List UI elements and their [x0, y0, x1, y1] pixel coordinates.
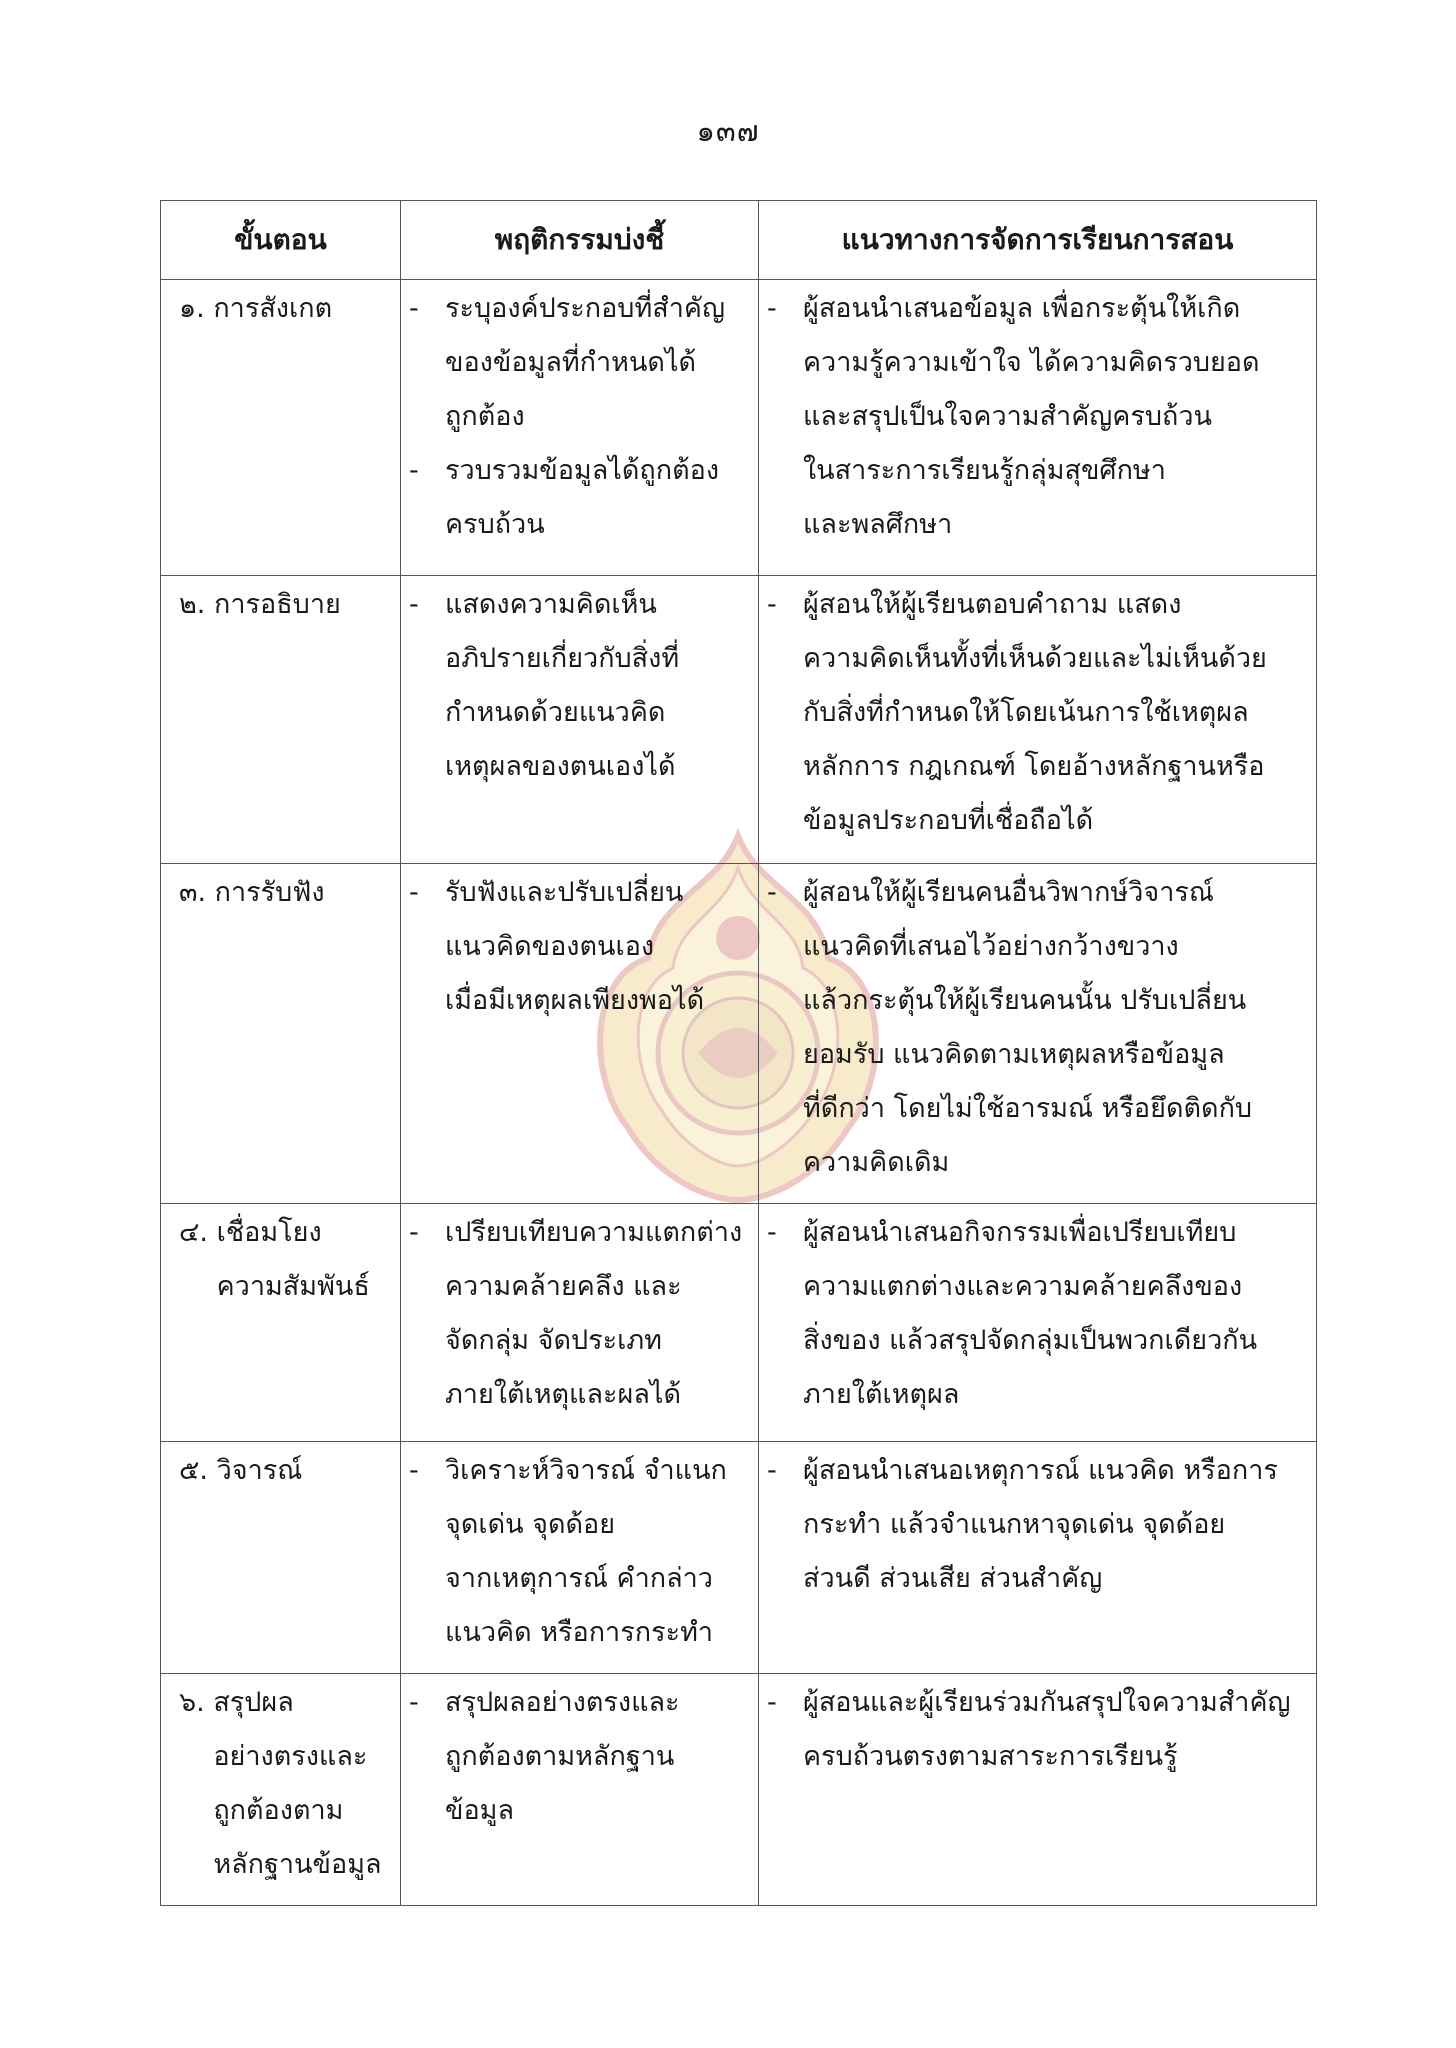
guideline-cell — [759, 280, 1317, 576]
bullet-dash: - — [409, 877, 419, 908]
table-header-row — [161, 201, 1317, 280]
step-number: ๔. — [179, 1217, 217, 1248]
step-number: ๕. — [179, 1455, 217, 1486]
bullet-dash: - — [767, 293, 777, 324]
indicator-cell — [401, 1674, 759, 1906]
indicator-cell — [401, 280, 759, 576]
page-number: ๑๓๗ — [696, 114, 760, 148]
list-item — [409, 282, 752, 444]
step-number: ๒. — [179, 589, 214, 620]
list-item — [409, 1676, 752, 1838]
guideline-cell — [759, 864, 1317, 1204]
step-cell — [161, 1674, 401, 1906]
table-row — [161, 864, 1317, 1204]
guideline-text: ผู้สอนนำเสนอกิจกรรมเพื่อเปรียบเทียบ ความแตกต่างและความคล้ายคลึงของ สิ่งของ แล้วสรุปจัดกลุ่มเป็นพวกเดียวกัน ภายใต้เหตุผล — [803, 1217, 1258, 1410]
table-row — [161, 1204, 1317, 1442]
bullet-dash: - — [767, 1455, 777, 1486]
guideline-text: ผู้สอนให้ผู้เรียนคนอื่นวิพากษ์วิจารณ์ แนวคิดที่เสนอไว้อย่างกว้างขวาง แล้วกระตุ้นให้ผู้เรียนคนนั้น ปรับเปลี่ยน ยอมรับ แนวคิดตามเหตุผลหรือข้อมูล ที่ดีกว่า โดยไม่ใช้อารมณ์ หรือยึดติดกับ ความคิดเดิม — [803, 877, 1253, 1178]
step-label: วิจารณ์ — [216, 1455, 303, 1486]
guideline-text: ผู้สอนนำเสนอข้อมูล เพื่อกระตุ้นให้เกิด ความรู้ความเข้าใจ ได้ความคิดรวบยอด และสรุปเป็นใจความสำคัญครบถ้วน ในสาระการเรียนรู้กลุ่มสุขศึกษา และพลศึกษา — [803, 293, 1260, 540]
indicator-cell — [401, 864, 759, 1204]
list-item — [409, 1206, 752, 1422]
list-item — [409, 444, 752, 552]
indicator-text: ระบุองค์ประกอบที่สำคัญ ของข้อมูลที่กำหนดได้ ถูกต้อง — [445, 293, 725, 432]
list-item — [767, 1676, 1310, 1784]
step-label: สรุปผล อย่างตรงและ ถูกต้องตาม หลักฐานข้อมูล — [213, 1687, 382, 1880]
header-step: ขั้นตอน — [161, 201, 401, 280]
guideline-text: ผู้สอนและผู้เรียนร่วมกันสรุปใจความสำคัญ ครบถ้วนตรงตามสาระการเรียนรู้ — [803, 1687, 1291, 1772]
list-item — [767, 1206, 1310, 1422]
step-cell — [161, 576, 401, 864]
bullet-dash: - — [409, 455, 419, 486]
bullet-dash: - — [767, 1217, 777, 1248]
indicator-text: สรุปผลอย่างตรงและ ถูกต้องตามหลักฐาน ข้อมูล — [445, 1687, 680, 1826]
guideline-cell — [759, 1674, 1317, 1906]
bullet-dash: - — [767, 877, 777, 908]
guideline-cell — [759, 576, 1317, 864]
table-row — [161, 1442, 1317, 1674]
step-number: ๑. — [179, 293, 214, 324]
guideline-cell — [759, 1204, 1317, 1442]
table-row — [161, 576, 1317, 864]
list-item — [409, 578, 752, 794]
step-label: การสังเกต — [213, 293, 333, 324]
table-row — [161, 1674, 1317, 1906]
step-label: การรับฟัง — [214, 877, 325, 908]
indicators-table — [160, 200, 1317, 1906]
list-item — [767, 1444, 1310, 1606]
bullet-dash: - — [409, 293, 419, 324]
step-cell — [161, 280, 401, 576]
list-item — [409, 866, 752, 1028]
list-item — [767, 866, 1310, 1190]
guideline-cell — [759, 1442, 1317, 1674]
table-row — [161, 280, 1317, 576]
bullet-dash: - — [409, 589, 419, 620]
indicator-text: รับฟังและปรับเปลี่ยน แนวคิดของตนเอง เมื่อมีเหตุผลเพียงพอได้ — [445, 877, 705, 1016]
guideline-text: ผู้สอนให้ผู้เรียนตอบคำถาม แสดง ความคิดเห็นทั้งที่เห็นด้วยและไม่เห็นด้วย กับสิ่งที่กำหนดให้โดยเน้นการใช้เหตุผล หลักการ กฎเกณฑ์ โดยอ้างหลักฐานหรือ ข้อมูลประกอบที่เชื่อถือได้ — [803, 589, 1267, 836]
list-item — [767, 578, 1310, 848]
step-cell — [161, 1204, 401, 1442]
indicator-cell — [401, 1204, 759, 1442]
bullet-dash: - — [409, 1217, 419, 1248]
indicator-text: เปรียบเทียบความแตกต่าง ความคล้ายคลึง และ จัดกลุ่ม จัดประเภท ภายใต้เหตุและผลได้ — [445, 1217, 743, 1410]
indicator-text: วิเคราะห์วิจารณ์ จำแนก จุดเด่น จุดด้อย จากเหตุการณ์ คำกล่าว แนวคิด หรือการกระทำ — [445, 1455, 727, 1648]
list-item — [767, 282, 1310, 552]
step-label: เชื่อมโยง ความสัมพันธ์ — [216, 1217, 370, 1302]
bullet-dash: - — [767, 589, 777, 620]
indicator-text: แสดงความคิดเห็น อภิปรายเกี่ยวกับสิ่งที่ กำหนดด้วยแนวคิด เหตุผลของตนเองได้ — [445, 589, 680, 782]
header-indicators: พฤติกรรมบ่งชี้ — [401, 201, 759, 280]
bullet-dash: - — [409, 1455, 419, 1486]
step-number: ๓. — [179, 877, 215, 908]
step-cell — [161, 864, 401, 1204]
step-number: ๖. — [179, 1687, 214, 1718]
bullet-dash: - — [767, 1687, 777, 1718]
header-guidelines: แนวทางการจัดการเรียนการสอน — [759, 201, 1317, 280]
list-item — [409, 1444, 752, 1660]
step-cell — [161, 1442, 401, 1674]
bullet-dash: - — [409, 1687, 419, 1718]
indicator-cell — [401, 1442, 759, 1674]
guideline-text: ผู้สอนนำเสนอเหตุการณ์ แนวคิด หรือการ กระทำ แล้วจำแนกหาจุดเด่น จุดด้อย ส่วนดี ส่วนเสีย ส่วนสำคัญ — [803, 1455, 1278, 1594]
indicator-text: รวบรวมข้อมูลได้ถูกต้อง ครบถ้วน — [445, 455, 720, 540]
step-label: การอธิบาย — [213, 589, 341, 620]
indicator-cell — [401, 576, 759, 864]
